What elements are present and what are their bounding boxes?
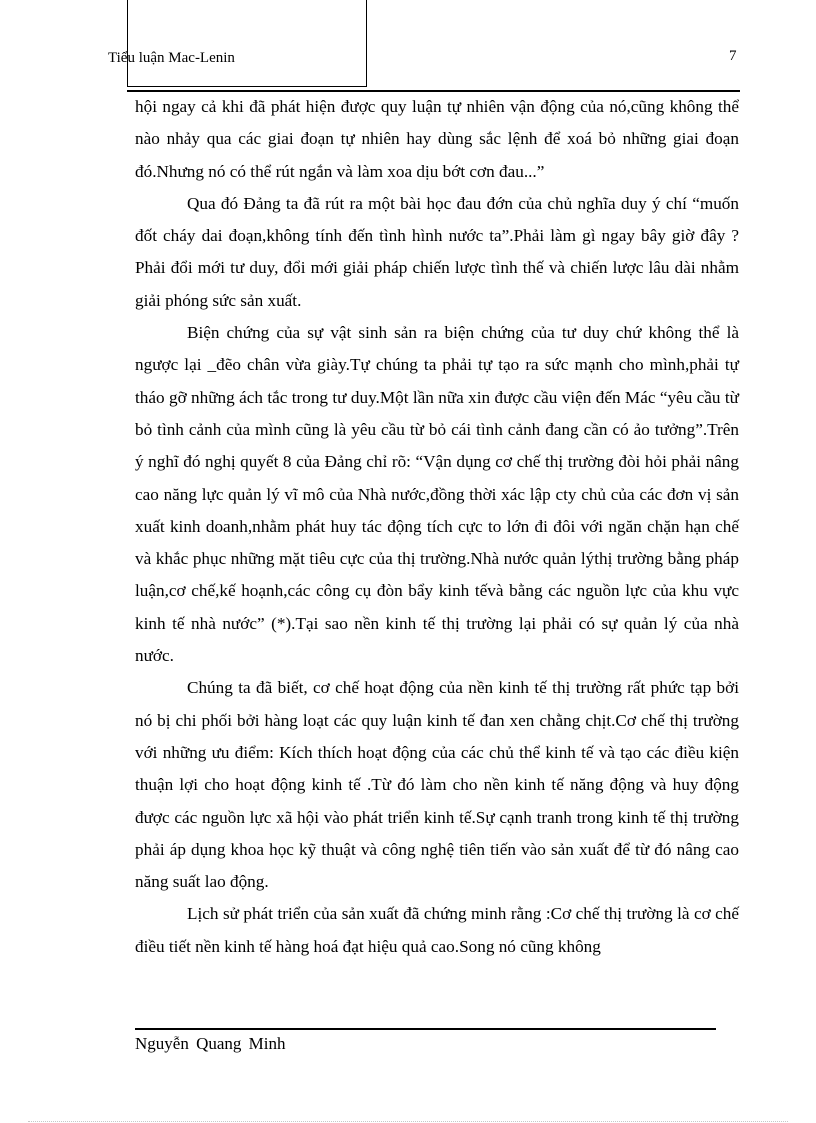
- footer-rule: [135, 1028, 716, 1030]
- footer-author: Nguyễn Quang Minh: [135, 1034, 286, 1053]
- paragraph: Qua đó Đảng ta đã rút ra một bài học đau đớn của chủ nghĩa duy ý chí “muốn đốt cháy dai đoạn,không tính đến tình hình nước ta”.Phải làm gì ngay bây giờ đây ? Phải đổi mới tư duy, đổi mới giải pháp chiến lược tình thế và chiến lược lâu dài nhằm giải phóng sức sản xuất.: [135, 193, 739, 310]
- paragraph: Biện chứng của sự vật sinh sản ra biện chứng của tư duy chứ không thể là ngược lại _đẽo chân vừa giày.Tự chúng ta phải tự tạo ra sức mạnh cho mình,phải tự tháo gỡ những ách tắc trong tư duy.Một lần nữa xin được cầu viện đến Mác “yêu cầu từ bỏ tình cảnh của mình cũng là yêu cầu từ bỏ cái tình cảnh đang cần có ảo tưởng”.Trên ý nghĩ đó nghị quyết 8 của Đảng chỉ rõ: “Vận dụng cơ chế thị trường đòi hỏi phải nâng cao năng lực quản lý vĩ mô của Nhà nước,đồng thời xác lập cty chủ của các đơn vị sản xuất kinh doanh,nhằm phát huy tác động tích cực to lớn đi đôi với ngăn chặn hạn chế và khắc phục những mặt tiêu cực của thị trường.Nhà nước quản lýthị trường bằng pháp luận,cơ chế,kế hoạnh,các công cụ đòn bẩy kinh tếvà bằng các nguồn lực của khu vực kinh tế nhà nước” (*).Tại sao nền kinh tế thị trường lại phải có sự quản lý của nhà nước.: [135, 323, 739, 666]
- paragraph: Chúng ta đã biết, cơ chế hoạt động của nền kinh tế thị trường rất phức tạp bởi nó bị chi phối bởi hàng loạt các quy luận kinh tế đan xen chằng chịt.Cơ chế thị trường với những ưu điểm: Kích thích hoạt động của các chủ thể kinh tế và tạo các điều kiện thuận lợi cho hoạt động kinh tế .Từ đó làm cho nền kinh tế năng động và huy động được các nguồn lực xã hội vào phát triển kinh tế.Sự cạnh tranh trong kinh tế thị trường phải áp dụng khoa học kỹ thuật và công nghệ tiên tiến vào sản xuất để từ đó nâng cao năng suất lao động.: [135, 678, 739, 892]
- header-frame-box: [127, 0, 367, 87]
- paragraph-continued: hội ngay cả khi đã phát hiện được quy luận tự nhiên vận động của nó,cũng không thể nào nhảy qua các giai đoạn tự nhiên hay dùng sắc lệnh để xoá bỏ những giai đoạn đó.Nhưng nó có thể rút ngắn và làm xoa dịu bớt cơn đau...”: [135, 97, 739, 181]
- document-body: [135, 91, 739, 963]
- page-bottom-dotted-edge: [28, 1121, 788, 1122]
- paragraph: Lịch sử phát triển của sản xuất đã chứng minh rằng :Cơ chế thị trường là cơ chế điều tiết nền kinh tế hàng hoá đạt hiệu quả cao.Song nó cũng không: [135, 904, 739, 956]
- page-number: 7: [729, 48, 737, 64]
- running-header-title: Tiểu luận Mac-Lenin: [108, 50, 235, 66]
